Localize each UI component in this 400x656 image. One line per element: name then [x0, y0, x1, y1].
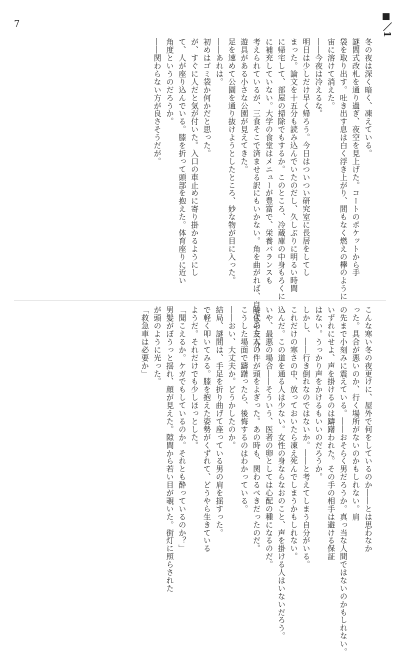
text-column: 「救急車は必要か」: [140, 306, 150, 378]
text-column: に補充していない。大学の食堂はメニューが豊富で、栄養バランスも: [264, 38, 274, 285]
section-divider: [14, 300, 386, 301]
text-column: こんな寒い冬の夜更けに、屋外で何をしているのか――とは思わなか: [364, 306, 373, 553]
text-column: 袋を取り出す。吐き出す息は白く浮き上がり、間もなく燃えの欅のように: [339, 38, 349, 301]
text-column: 宙に溶けて消えた。: [326, 38, 336, 110]
text-column: の先まで小刻みに震えている。――おそらく男だろうか。真っ当な人間ではないのかもしれない。: [339, 306, 349, 656]
text-column: いや、最悪の場合――そういう、医者の卵としては心配の種になるのだ。: [264, 306, 274, 569]
text-column: 明日は少しだけ早く帰ろう。今日はついつい研究室に長居をしてし: [301, 38, 311, 277]
text-column: いずれにせよ、声を掛けるのは躊躇われた。その手の相手は避ける保証: [326, 306, 336, 561]
text-column: しかし、――行き倒れなのではないか。――と考えてしまう自分がいる。: [301, 306, 311, 569]
text-column: ――関わらない方が良さそうだが。: [153, 38, 163, 166]
text-column: て、人が座り込んでいる。膝を折って頭部を抱えた。体育座りに近い: [177, 38, 187, 285]
text-column: まった。論文を十五分も読み込んでいたのだし、久しぶりに明るい時間: [289, 38, 299, 293]
text-block-lower: [138, 306, 374, 656]
text-column: 男髪がぼうっと揺れ、顔が見えた。隙間から若い目が覗いた。街灯に照らされた: [165, 306, 175, 593]
text-column: これだけの寒さの中、放っておいたら凍え死んでしまうかもしれない。: [289, 306, 299, 561]
text-column: 込んだ。この道を通る人は少ない。女性の身ならなおのこと、声を掛ける人はいないだろう。: [277, 306, 287, 640]
text-column: ――あれは。: [215, 38, 225, 86]
text-column: ――今夜は冷えるな。: [314, 38, 324, 118]
text-column: ようだ。それだけでも少しほっとした。: [190, 306, 200, 450]
text-column: 謎間式改札を通り過ぎ、夜空を見上げた。コートのポケットから手: [351, 38, 361, 277]
text-column: 角度というのだろうか。: [165, 38, 175, 126]
text-column: で軽く叩いてみる。膝を抱えた姿勢がくずれて、どうやら生きている: [202, 306, 212, 553]
chapter-mark: ■／1: [381, 12, 391, 38]
text-column: 時代の友人の件が頭をよぎった。あの時も、関わるべきだったのだ。: [252, 306, 262, 553]
text-column: 冬の夜は深く暗く、凍えている。: [364, 38, 373, 158]
text-column: 「聞こえるか。ケガでもしているのか。それとも酔っているのか？」: [177, 306, 187, 553]
text-column: 遊具がある小さな公園が見えてきた。: [239, 38, 249, 174]
text-column: が頭のように光った。: [153, 306, 163, 386]
text-column: 考えられているが、三食そこで済ませる訳にもいかない。角を曲がれば、自宅まで三分。: [252, 38, 262, 356]
text-column: こうした場面で躊躇ったら、後悔するのはわかっている。: [239, 306, 249, 513]
text-column: 足を速めて公園を通り抜けようとしたところ、妙な物が目に入った。: [227, 38, 237, 285]
text-column: に帰宅して、部屋の掃除でもするか。このところ、冷蔵庫の中身もろくに: [277, 38, 287, 301]
text-column: 初めはゴミ袋か何かだと思った。: [202, 38, 212, 158]
text-column: が、すぐに人だと気が付いた。入口の車止めに寄り掛かるようにし: [190, 38, 200, 277]
text-column: ――おい、大丈夫か。どうかしたのか。: [227, 306, 237, 450]
text-column: 結局、謎間は、手足を折り曲げて座っている男の肩を揺すった。: [215, 306, 225, 537]
text-column: った。具合が悪いのか、行く場所がないのかもしれない。肩: [351, 306, 361, 521]
text-column: はない。うっかり声をかけるもいいのだろうか。: [314, 306, 324, 481]
page-number: 7: [14, 20, 21, 30]
